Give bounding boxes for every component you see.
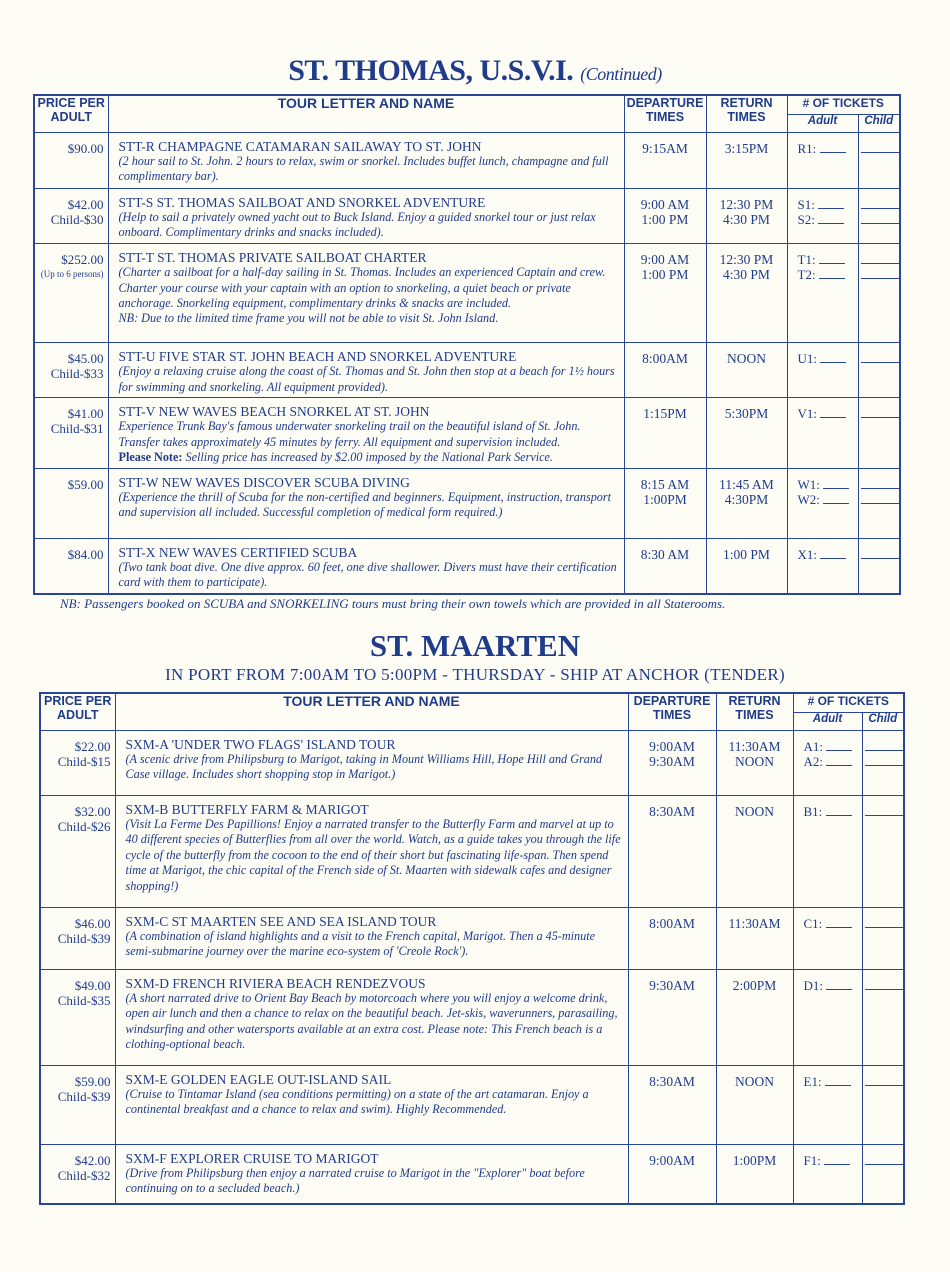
adult-ticket-cell	[787, 132, 858, 188]
table-row	[34, 132, 900, 188]
tour-title	[126, 1072, 624, 1087]
tickets-header: # OF TICKETS	[793, 693, 904, 712]
tour-note	[119, 311, 620, 326]
price-cell	[34, 468, 108, 538]
return-time: 5:30PM	[724, 405, 769, 421]
tour-name: NEW WAVES BEACH SNORKEL AT ST. JOHN	[158, 403, 430, 419]
tour-code: STT-U	[118, 348, 156, 364]
tour-cell	[115, 1144, 628, 1204]
tour-description: (Help to sail a privately owned yacht out to Buck Island. Enjoy a guided snorkel tour or just relax onboard. Complimentary drinks and snacks included).	[118, 209, 596, 240]
tour-description: (A combination of island highlights and a visit to the French capital, Marigot. Then a 45-minute semi-submarine journey over the marine eco-system of 'Creole Rock').	[125, 928, 596, 959]
child-price: Child-$26	[57, 818, 111, 834]
departure-cell	[624, 342, 706, 397]
tour-description: Experience Trunk Bay's famous underwater snorkeling trail on the beautiful island of St. John. Transfer takes approximately 45 minutes by ferry. All equipment and supervision included.	[118, 419, 581, 449]
ticket-blank[interactable]	[819, 267, 845, 279]
tour-title	[119, 250, 620, 265]
adult-price: $59.00	[67, 476, 104, 492]
adult-price: $42.00	[67, 196, 104, 212]
adult-ticket-entry[interactable]	[804, 1074, 862, 1089]
ticket-code: W1:	[797, 476, 820, 492]
child-ticket-blank[interactable]	[861, 488, 900, 489]
return-time: 12:30 PM	[719, 251, 774, 267]
child-ticket-blank[interactable]	[861, 152, 900, 153]
departure-time: 9:30AM	[649, 977, 695, 993]
tour-code: STT-X	[118, 544, 156, 560]
adult-ticket-entry[interactable]	[798, 406, 858, 421]
ticket-blank[interactable]	[826, 978, 852, 990]
tour-code: STT-V	[118, 403, 156, 419]
ticket-code: F1:	[803, 1152, 821, 1168]
price-cell	[40, 969, 115, 1065]
note-label: Please Note:	[118, 450, 183, 465]
child-price: Child-$33	[50, 365, 104, 381]
child-price: Child-$39	[57, 1088, 111, 1104]
tour-title	[126, 976, 624, 991]
ticket-blank[interactable]	[820, 141, 846, 153]
tour-code: STT-W	[118, 474, 159, 490]
tour-description: (Charter a sailboat for a half-day sailing in St. Thomas. Includes an experienced Captain and crew. Charter your course with your captain with an option to snorkeling, a quiet beach or private anchorage. Snorkeling equipment, complimentary drinks & snacks are included.	[118, 265, 606, 310]
ticket-blank[interactable]	[820, 351, 846, 363]
table-row	[34, 468, 900, 538]
return-time: NOON	[727, 350, 766, 366]
table-row	[40, 969, 904, 1065]
adult-ticket-cell	[787, 188, 858, 243]
ticket-blank[interactable]	[824, 1153, 850, 1165]
child-ticket-blank[interactable]	[865, 927, 904, 928]
ticket-code: T2:	[797, 266, 816, 282]
table-row	[40, 1144, 904, 1204]
tour-description: (Experience the thrill of Scuba for the non-certified and beginners. Equipment, instruction, transport and supervision all included. Successful completion of medical form required.)	[118, 489, 612, 520]
departure-time: 1:00PM	[643, 491, 687, 507]
child-ticket-blank[interactable]	[861, 208, 900, 209]
return-time: 11:30AM	[728, 915, 781, 931]
departure-cell	[624, 538, 706, 594]
return-header: RETURN TIMES	[716, 693, 793, 730]
departure-cell	[628, 795, 716, 907]
price-cell	[34, 132, 108, 188]
tour-cell	[108, 342, 624, 397]
return-time: 11:30AM	[728, 738, 781, 754]
child-price: Child-$35	[57, 992, 111, 1008]
child-ticket-cell[interactable]	[862, 795, 904, 907]
tour-name: CHAMPAGNE CATAMARAN SAILAWAY TO ST. JOHN	[158, 138, 482, 154]
adult-ticket-cell	[793, 795, 862, 907]
ticket-blank[interactable]	[818, 197, 844, 209]
child-ticket-blank[interactable]	[861, 417, 900, 418]
tour-code: SXM-F	[125, 1150, 167, 1166]
adult-header: Adult	[787, 114, 858, 132]
departure-cell	[628, 1065, 716, 1144]
ticket-code: S1:	[797, 196, 815, 212]
tour-cell	[115, 1065, 628, 1144]
tour-name: ST MAARTEN SEE AND SEA ISLAND TOUR	[171, 913, 437, 929]
child-ticket-cell[interactable]	[862, 1065, 904, 1144]
section2-title: ST. MAARTEN	[369, 628, 581, 663]
return-cell	[706, 132, 787, 188]
child-price: Child-$31	[50, 420, 104, 436]
adult-ticket-cell	[793, 730, 862, 795]
ticket-blank[interactable]	[819, 252, 845, 264]
adult-ticket-entry[interactable]	[798, 267, 858, 282]
ticket-code: B1:	[803, 803, 823, 819]
tour-code: SXM-E	[125, 1071, 168, 1087]
adult-ticket-entry[interactable]	[798, 252, 858, 267]
child-ticket-cell[interactable]	[858, 132, 900, 188]
price-cell	[40, 907, 115, 969]
departure-cell	[624, 468, 706, 538]
child-ticket-blank[interactable]	[861, 362, 900, 363]
tour-title	[126, 802, 624, 817]
child-price: (Up to 6 persons)	[40, 268, 104, 279]
child-ticket-blank[interactable]	[865, 989, 904, 990]
price-cell	[40, 795, 115, 907]
return-cell	[716, 1144, 793, 1204]
price-header: PRICE PER ADULT	[40, 693, 115, 730]
note-text: Selling price has increased by $2.00 imposed by the National Park Service.	[182, 450, 553, 465]
child-ticket-cell[interactable]	[858, 188, 900, 243]
return-cell	[716, 795, 793, 907]
return-cell	[706, 188, 787, 243]
tour-title	[126, 1151, 624, 1166]
departure-cell	[628, 969, 716, 1065]
tour-name: EXPLORER CRUISE TO MARIGOT	[170, 1150, 379, 1166]
tour-code: STT-T	[118, 249, 154, 265]
adult-ticket-cell	[793, 969, 862, 1065]
ticket-blank[interactable]	[826, 916, 852, 928]
tour-description: (A short narrated drive to Orient Bay Beach by motorcoach where you will enjoy a welcome drink, open air lunch and then a chance to relax on the beautiful beach. Jet-skis, waverunners, parasailing, windsurfing and other watersports available at an extra cost. Please note: This French beach is a clothing-optional beach.	[125, 990, 618, 1052]
child-ticket-blank[interactable]	[861, 263, 900, 264]
tour-description: (Two tank boat dive. One dive approx. 60 feet, one dive shallower. Divers must have their certification card with them to participate).	[118, 559, 617, 590]
departure-time: 8:15 AM	[640, 476, 690, 492]
departure-cell	[624, 243, 706, 342]
tour-description: (Enjoy a relaxing cruise along the coast of St. Thomas and St. John then stop at a beach for 1½ hours for swimming and snorkeling. All equipment provided).	[118, 364, 615, 394]
return-time: 12:30 PM	[719, 196, 774, 212]
tour-header: TOUR LETTER AND NAME	[115, 693, 628, 730]
return-cell	[716, 969, 793, 1065]
child-ticket-blank[interactable]	[861, 503, 900, 504]
return-cell	[706, 342, 787, 397]
adult-price: $45.00	[67, 350, 104, 366]
tour-name: NEW WAVES DISCOVER SCUBA DIVING	[161, 474, 410, 490]
adult-ticket-cell	[787, 538, 858, 594]
tour-cell	[108, 468, 624, 538]
price-cell	[34, 188, 108, 243]
adult-ticket-cell	[793, 1144, 862, 1204]
section1-title-text: ST. THOMAS, U.S.V.I.	[288, 54, 574, 87]
departure-header: DEPARTURE TIMES	[628, 693, 716, 730]
child-ticket-cell[interactable]	[858, 342, 900, 397]
return-time: 1:00PM	[732, 1152, 777, 1168]
return-time: NOON	[735, 1073, 774, 1089]
ticket-blank[interactable]	[818, 212, 844, 224]
child-ticket-cell[interactable]	[862, 730, 904, 795]
section1-continued: (Continued)	[580, 64, 662, 84]
tour-code: SXM-C	[125, 913, 169, 929]
price-cell	[40, 1065, 115, 1144]
departure-header: DEPARTURE TIMES	[624, 95, 706, 132]
child-ticket-cell[interactable]	[858, 468, 900, 538]
adult-ticket-entry[interactable]	[798, 477, 858, 492]
departure-time: 1:00 PM	[641, 211, 689, 227]
tour-note	[119, 450, 620, 465]
tour-code: SXM-A	[125, 736, 169, 752]
table-row	[34, 188, 900, 243]
departure-time: 8:30AM	[649, 1073, 695, 1089]
departure-time: 1:00 PM	[641, 266, 689, 282]
departure-time: 9:30AM	[649, 753, 695, 769]
ticket-code: S2:	[797, 211, 815, 227]
tour-header: TOUR LETTER AND NAME	[108, 95, 624, 132]
return-cell	[706, 538, 787, 594]
tour-cell	[115, 795, 628, 907]
return-time: 2:00PM	[732, 977, 777, 993]
adult-ticket-entry[interactable]	[804, 804, 862, 819]
ticket-blank[interactable]	[826, 739, 852, 751]
tour-title	[119, 404, 620, 419]
table-row	[40, 1065, 904, 1144]
return-cell	[706, 468, 787, 538]
departure-time: 9:00AM	[649, 1152, 695, 1168]
departure-time: 9:00 AM	[640, 196, 690, 212]
price-cell	[40, 1144, 115, 1204]
departure-cell	[628, 1144, 716, 1204]
tour-description: (Visit La Ferme Des Papillions! Enjoy a narrated transfer to the Butterfly Farm and marvel at up to 40 different species of Butterflies from all over the world. Watch, as a guide takes you through the life cycle of the butterfly from the cocoon to the end of their short but fascinating life-span. Then spend time at Marigot, the chic capital of the French side of St. Maarten with sidewalk cafes and designer shopping!)	[125, 816, 621, 893]
adult-price: $41.00	[67, 405, 104, 421]
adult-ticket-entry[interactable]	[804, 916, 862, 931]
ticket-code: C1:	[803, 915, 823, 931]
return-time: 4:30 PM	[723, 266, 770, 282]
adult-ticket-entry[interactable]	[804, 1153, 862, 1168]
price-cell	[34, 397, 108, 468]
adult-ticket-cell	[787, 397, 858, 468]
departure-cell	[624, 132, 706, 188]
adult-price: $59.00	[74, 1073, 111, 1089]
table-row	[34, 397, 900, 468]
return-cell	[706, 397, 787, 468]
tour-code: STT-S	[118, 194, 154, 210]
adult-ticket-cell	[793, 907, 862, 969]
tour-cell	[108, 397, 624, 468]
adult-ticket-entry[interactable]	[804, 754, 862, 769]
st-maarten-tour-table	[39, 692, 905, 1205]
ticket-blank[interactable]	[826, 754, 852, 766]
child-ticket-blank[interactable]	[861, 223, 900, 224]
child-ticket-blank[interactable]	[861, 558, 900, 559]
tour-name: ST. THOMAS PRIVATE SAILBOAT CHARTER	[157, 249, 427, 265]
adult-ticket-cell	[787, 342, 858, 397]
adult-price: $84.00	[67, 546, 104, 562]
price-cell	[34, 342, 108, 397]
return-time: 1:00 PM	[723, 546, 770, 562]
departure-time: 9:00 AM	[640, 251, 690, 267]
child-ticket-blank[interactable]	[865, 750, 904, 751]
departure-time: 9:15AM	[642, 140, 688, 156]
tour-description: (Drive from Philipsburg then enjoy a narrated cruise to Marigot in the "Explorer" boat before continuing on to a secluded beach.)	[125, 1165, 585, 1196]
child-price: Child-$32	[57, 1167, 111, 1183]
table-row	[40, 795, 904, 907]
tour-title	[119, 195, 620, 210]
price-cell	[34, 538, 108, 594]
child-ticket-blank[interactable]	[865, 765, 904, 766]
departure-time: 9:00AM	[649, 738, 695, 754]
child-ticket-blank[interactable]	[861, 278, 900, 279]
return-cell	[716, 1065, 793, 1144]
tour-name: NEW WAVES CERTIFIED SCUBA	[158, 544, 358, 560]
section1-title	[0, 54, 950, 88]
child-header: Child	[858, 114, 900, 132]
child-ticket-cell[interactable]	[858, 397, 900, 468]
ticket-code: V1:	[797, 405, 817, 421]
tour-cell	[115, 907, 628, 969]
adult-price: $49.00	[74, 977, 111, 993]
tour-description: (A scenic drive from Philipsburg to Marigot, taking in Mount Williams Hill, Hope Hill and Grand Case village. Includes short shopping stop in Marigot.)	[125, 751, 603, 782]
tour-title	[119, 545, 620, 560]
tour-name: FIVE STAR ST. JOHN BEACH AND SNORKEL ADVENTURE	[158, 348, 517, 364]
ticket-code: R1:	[797, 140, 817, 156]
note-text: NB: Due to the limited time frame you will not be able to visit St. John Island.	[118, 311, 499, 326]
tour-description: (2 hour sail to St. John. 2 hours to relax, swim or snorkel. Includes buffet lunch, champagne and full complimentary bar).	[118, 153, 609, 184]
ticket-code: E1:	[803, 1073, 822, 1089]
adult-ticket-entry[interactable]	[804, 978, 862, 993]
adult-ticket-entry[interactable]	[798, 212, 858, 227]
child-ticket-blank[interactable]	[865, 1085, 904, 1086]
adult-price: $32.00	[74, 803, 111, 819]
child-ticket-blank[interactable]	[865, 1164, 904, 1165]
tour-code: SXM-B	[125, 801, 169, 817]
adult-ticket-entry[interactable]	[798, 351, 858, 366]
adult-ticket-entry[interactable]	[798, 141, 858, 156]
table-row	[34, 538, 900, 594]
ticket-code: T1:	[797, 251, 816, 267]
return-cell	[716, 730, 793, 795]
section2-subtitle: IN PORT FROM 7:00AM TO 5:00PM - THURSDAY - SHIP AT ANCHOR (TENDER)	[165, 665, 785, 684]
child-ticket-cell[interactable]	[862, 907, 904, 969]
ticket-code: A2:	[803, 753, 823, 769]
child-ticket-cell[interactable]	[858, 538, 900, 594]
adult-price: $90.00	[67, 140, 104, 156]
departure-time: 8:00AM	[649, 915, 695, 931]
return-time: 11:45 AM	[719, 476, 774, 492]
child-ticket-cell[interactable]	[858, 243, 900, 342]
adult-ticket-entry[interactable]	[798, 547, 858, 562]
table-row	[40, 730, 904, 795]
child-ticket-cell[interactable]	[862, 969, 904, 1065]
tour-name: 'UNDER TWO FLAGS' ISLAND TOUR	[171, 736, 396, 752]
return-header: RETURN TIMES	[706, 95, 787, 132]
adult-ticket-cell	[787, 243, 858, 342]
adult-ticket-entry[interactable]	[798, 197, 858, 212]
departure-cell	[624, 397, 706, 468]
table-row	[34, 243, 900, 342]
adult-header: Adult	[793, 712, 862, 730]
adult-price: $252.00	[61, 251, 104, 267]
departure-time: 8:30AM	[649, 803, 695, 819]
adult-ticket-cell	[793, 1065, 862, 1144]
departure-cell	[628, 730, 716, 795]
tour-cell	[115, 969, 628, 1065]
ticket-code: D1:	[803, 977, 823, 993]
departure-time: 8:30 AM	[640, 546, 690, 562]
tour-cell	[108, 243, 624, 342]
ticket-blank[interactable]	[823, 477, 849, 489]
scuba-towel-footnote: NB: Passengers booked on SCUBA and SNORKELING tours must bring their own towels which are provided in all Staterooms.	[60, 596, 726, 611]
ticket-blank[interactable]	[825, 1074, 851, 1086]
adult-ticket-entry[interactable]	[798, 492, 858, 507]
tour-name: FRENCH RIVIERA BEACH RENDEZVOUS	[172, 975, 426, 991]
price-cell	[34, 243, 108, 342]
departure-time: 1:15PM	[643, 405, 687, 421]
child-ticket-cell[interactable]	[862, 1144, 904, 1204]
child-price: Child-$15	[57, 753, 111, 769]
tour-code: SXM-D	[125, 975, 170, 991]
ticket-blank[interactable]	[823, 492, 849, 504]
price-header: PRICE PER ADULT	[34, 95, 108, 132]
departure-time: 8:00AM	[642, 350, 688, 366]
return-cell	[716, 907, 793, 969]
return-cell	[706, 243, 787, 342]
tour-title	[119, 349, 620, 364]
tour-name: GOLDEN EAGLE OUT-ISLAND SAIL	[170, 1071, 392, 1087]
tour-code: STT-R	[118, 138, 155, 154]
return-time: 4:30PM	[724, 491, 769, 507]
adult-price: $22.00	[74, 738, 111, 754]
adult-ticket-cell	[787, 468, 858, 538]
tour-name: BUTTERFLY FARM & MARIGOT	[171, 801, 369, 817]
child-price: Child-$39	[57, 930, 111, 946]
tour-cell	[108, 538, 624, 594]
tour-title	[119, 139, 620, 154]
departure-cell	[628, 907, 716, 969]
price-cell	[40, 730, 115, 795]
table-row	[34, 342, 900, 397]
ticket-blank[interactable]	[820, 406, 846, 418]
tour-description: (Cruise to Tintamar Island (sea conditions permitting) on a state of the art catamaran. Enjoy a continental breakfast and a chance to relax and swim). Highly Recommended.	[125, 1086, 589, 1117]
child-header: Child	[862, 712, 904, 730]
ticket-code: U1:	[797, 350, 817, 366]
table-row	[40, 907, 904, 969]
tour-name: ST. THOMAS SAILBOAT AND SNORKEL ADVENTURE	[156, 194, 486, 210]
adult-price: $42.00	[74, 1152, 111, 1168]
return-time: 3:15PM	[724, 140, 769, 156]
child-price: Child-$30	[50, 211, 104, 227]
tour-title	[119, 475, 620, 490]
tour-title	[126, 737, 624, 752]
return-time: 4:30 PM	[723, 211, 770, 227]
ticket-code: A1:	[803, 738, 823, 754]
st-thomas-tour-table	[33, 94, 901, 595]
return-time: NOON	[735, 753, 774, 769]
adult-ticket-entry[interactable]	[804, 739, 862, 754]
ticket-blank[interactable]	[820, 547, 846, 559]
ticket-code: W2:	[797, 491, 820, 507]
ticket-code: X1:	[797, 546, 817, 562]
child-ticket-blank[interactable]	[865, 815, 904, 816]
return-time: NOON	[735, 803, 774, 819]
tour-cell	[108, 188, 624, 243]
departure-cell	[624, 188, 706, 243]
tour-title	[126, 914, 624, 929]
adult-price: $46.00	[74, 915, 111, 931]
tickets-header: # OF TICKETS	[787, 95, 900, 114]
tour-cell	[108, 132, 624, 188]
tour-cell	[115, 730, 628, 795]
ticket-blank[interactable]	[826, 804, 852, 816]
